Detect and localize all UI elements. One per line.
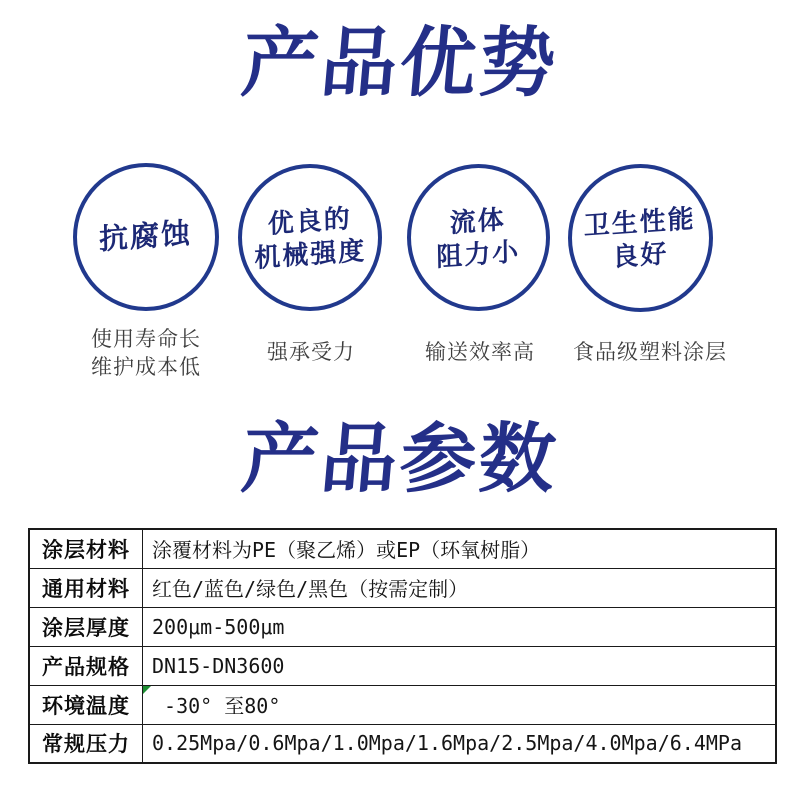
circle-label [99,216,192,259]
row-value-cell [143,607,777,646]
caption-line: 使用寿命长 [91,328,201,351]
circle-line: 良好 [612,237,669,271]
row-label-ambient-temperature: 环境温度 [29,685,143,724]
circle-label [584,202,697,275]
row-value: 红色/蓝色/绿色/黑色（按需定制） [152,577,469,601]
advantage-circle-low-fluid-resistance [407,164,550,311]
advantage-circle-mechanical-strength [238,164,382,311]
row-label-coating-material: 涂层材料 [29,529,143,568]
row-label-coating-thickness: 涂层厚度 [29,607,143,646]
row-value-cell [143,568,777,607]
advantages-title-text: 产品优势 [238,21,562,106]
advantage-circle-hygienic [568,164,713,312]
caption-line: 维护成本低 [91,356,201,379]
circle-line: 机械强度 [254,234,367,273]
caption-line: 输送效率高 [425,341,535,364]
circle-line: 阻力小 [436,235,521,272]
circle-line: 流体 [450,204,507,238]
parameters-title-text: 产品参数 [238,417,562,502]
row-label-general-material: 通用材料 [29,568,143,607]
row-label-product-spec: 产品规格 [29,646,143,685]
advantage-caption-hygienic [560,339,740,367]
row-value: DN15-DN3600 [152,653,285,678]
row-value-cell [143,724,777,763]
circle-label [254,201,367,274]
table-row [29,607,776,646]
row-value: 0.25Mpa/0.6Mpa/1.0Mpa/1.6Mpa/2.5Mpa/4.0Mpa/6.4MPa [152,731,743,756]
row-value-cell [143,685,777,724]
table-row [29,646,776,685]
parameters-section-title [0,417,800,502]
circle-line: 优良的 [267,203,352,239]
table-row [29,568,776,607]
row-value: 200μm-500μm [152,614,285,639]
row-value-cell [143,529,777,568]
caption-line: 强承受力 [267,341,355,364]
table-row [29,685,776,724]
table-row [29,529,776,568]
advantage-caption-low-fluid-resistance [394,339,566,367]
row-label-standard-pressure: 常规压力 [29,724,143,763]
table-row [29,724,776,763]
row-value: -30° 至80° [152,694,281,718]
parameters-table [28,528,777,764]
circle-line: 抗腐蚀 [99,217,193,257]
caption-line: 食品级塑料涂层 [573,341,727,364]
advantage-caption-mechanical-strength [225,339,397,367]
advantage-caption-anticorrosion [60,326,232,382]
circle-label [436,202,521,273]
row-value: 涂覆材料为PE（聚乙烯）或EP（环氧树脂） [152,538,541,563]
cell-error-indicator-triangle [143,686,151,694]
circle-line: 卫生性能 [584,202,697,241]
advantages-section-title [0,21,800,106]
advantage-circle-anticorrosion [73,163,219,311]
row-value-cell [143,646,777,685]
